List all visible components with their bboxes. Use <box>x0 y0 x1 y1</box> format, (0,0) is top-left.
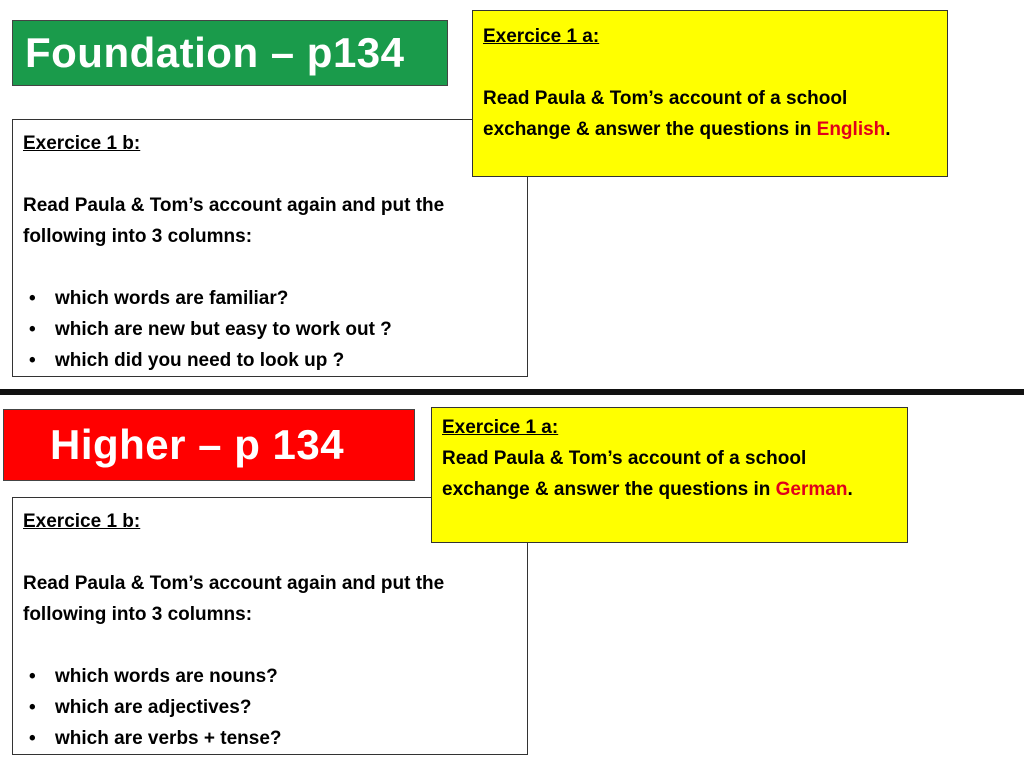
higher-title: Higher – p 134 <box>50 421 345 468</box>
bullet-icon: • <box>29 697 36 718</box>
foundation-exercise-1b-box <box>12 119 528 377</box>
list-item <box>23 661 517 692</box>
list-item-text: which words are familiar? <box>55 288 289 309</box>
exercise-instructions: Read Paula & Tom’s account of a school exchange & answer the questions in English. <box>483 88 891 140</box>
list-item <box>23 345 517 376</box>
foundation-title: Foundation – p134 <box>25 29 405 76</box>
list-item-text: which words are nouns? <box>55 666 278 687</box>
foundation-banner <box>12 20 448 86</box>
foundation-exercise-1a-box <box>472 10 948 177</box>
exercise-heading: Exercice 1 a: <box>483 26 600 47</box>
list-item-text: which are new but easy to work out ? <box>55 319 392 340</box>
bullet-icon: • <box>29 288 36 309</box>
language-highlight: German <box>775 479 848 500</box>
exercise-heading: Exercice 1 b: <box>23 511 141 532</box>
exercise-heading: Exercice 1 a: <box>442 417 559 438</box>
bullet-icon: • <box>29 319 36 340</box>
list-item-text: which are verbs + tense? <box>55 728 282 749</box>
exercise-instructions: Read Paula & Tom’s account of a school exchange & answer the questions in German. <box>442 448 853 500</box>
list-item <box>23 723 517 754</box>
higher-exercise-1a-box <box>431 407 908 543</box>
list-item <box>23 314 517 345</box>
bullet-icon: • <box>29 350 36 371</box>
exercise-instructions: Read Paula & Tom’s account again and put the following into 3 columns: <box>23 195 445 247</box>
bullet-icon: • <box>29 728 36 749</box>
exercise-instructions: Read Paula & Tom’s account again and put the following into 3 columns: <box>23 573 445 625</box>
exercise-list <box>23 283 517 376</box>
exercise-heading: Exercice 1 b: <box>23 133 141 154</box>
exercise-list <box>23 661 517 754</box>
list-item-text: which did you need to look up ? <box>55 350 345 371</box>
language-highlight: English <box>816 119 886 140</box>
list-item <box>23 692 517 723</box>
section-divider <box>0 389 1024 395</box>
list-item-text: which are adjectives? <box>55 697 252 718</box>
bullet-icon: • <box>29 666 36 687</box>
list-item <box>23 283 517 314</box>
higher-banner <box>3 409 415 481</box>
